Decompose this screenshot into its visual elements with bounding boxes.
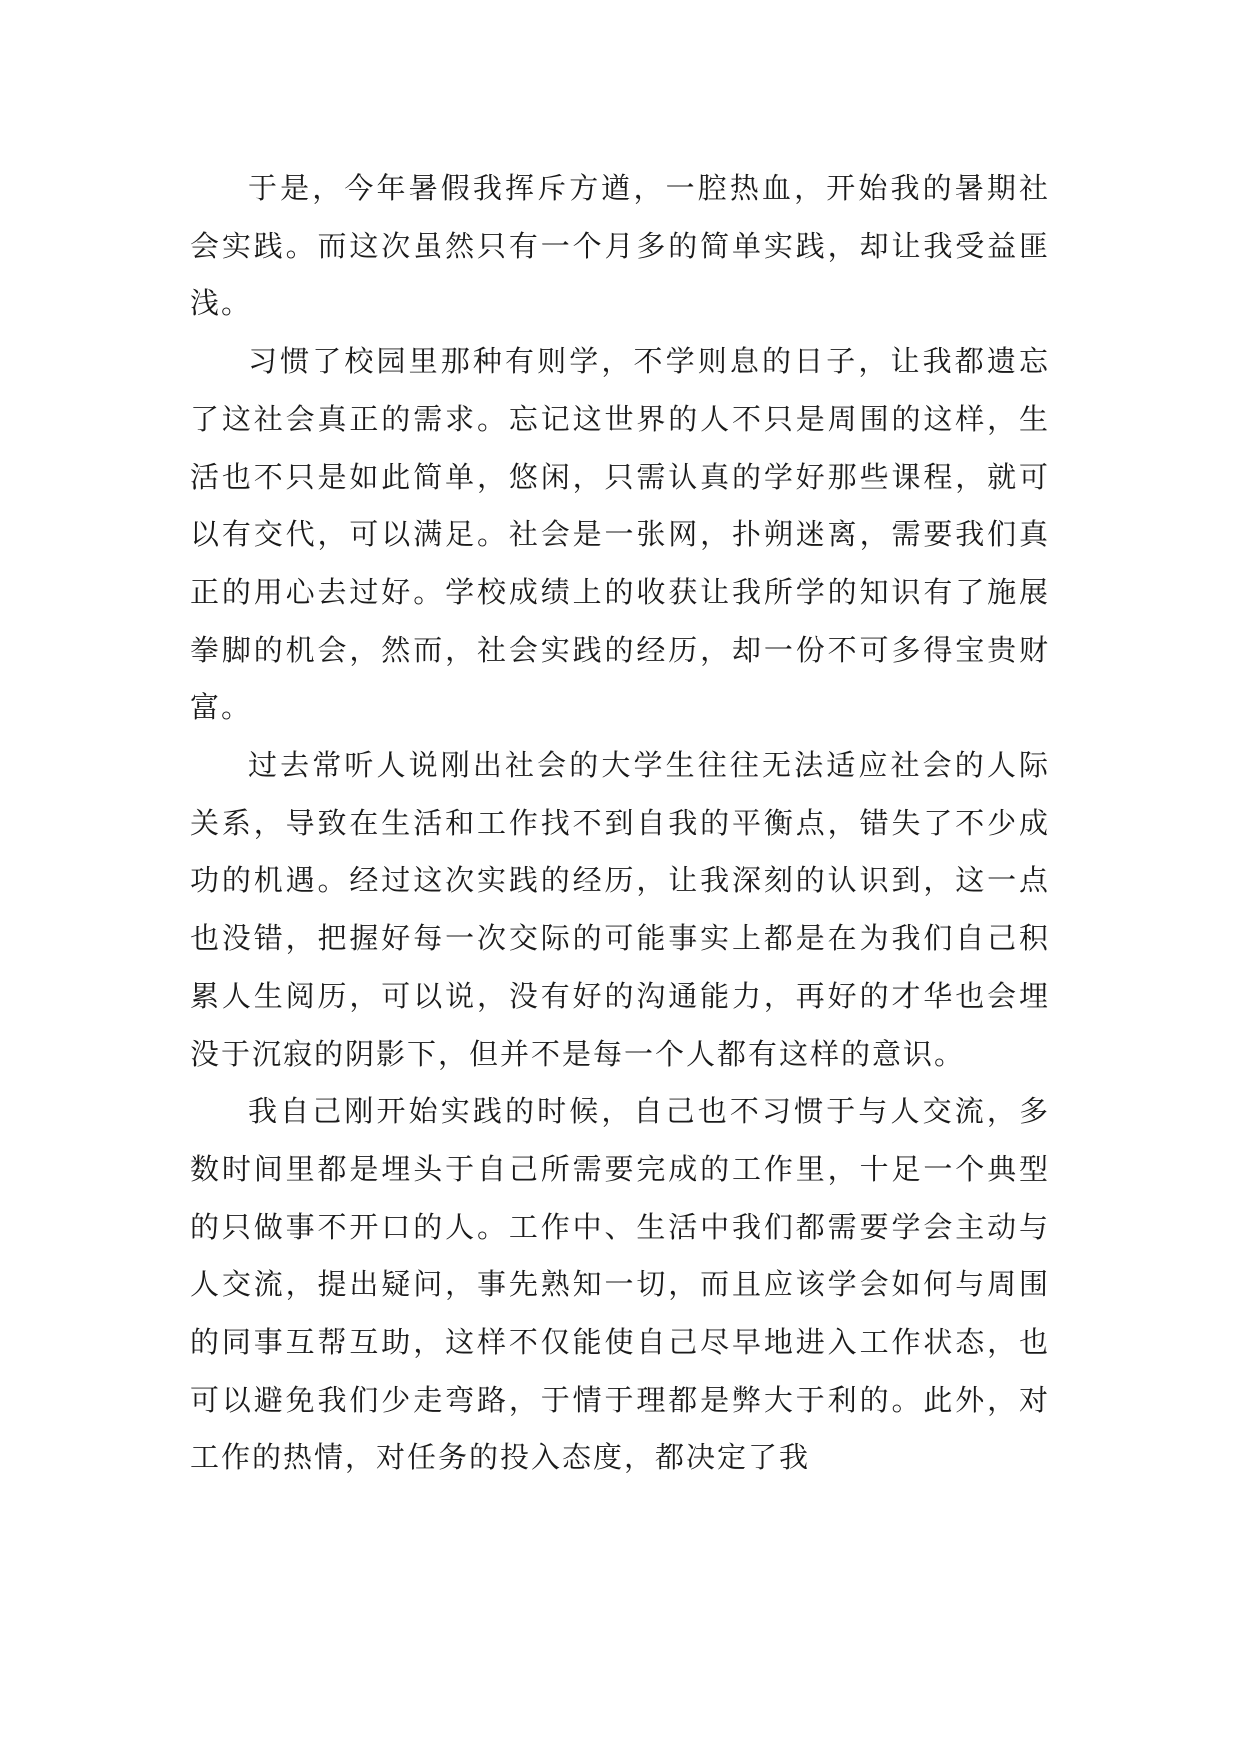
paragraph-4: 我自己刚开始实践的时候，自己也不习惯于与人交流，多数时间里都是埋头于自己所需要完成的工作里，十足一个典型的只做事不开口的人。工作中、生活中我们都需要学会主动与人交流，提出疑问，事先熟知一切，而且应该学会如何与周围的同事互帮互助，这样不仅能使自己尽早地进入工作状态，也可以避免我们少走弯路，于情于理都是弊大于利的。此外，对工作的热情，对任务的投入态度，都决定了我 (190, 1094, 1050, 1475)
document-body (190, 160, 1050, 1487)
paragraph-3: 过去常听人说刚出社会的大学生往往无法适应社会的人际关系，导致在生活和工作找不到自我的平衡点，错失了不少成功的机遇。经过这次实践的经历，让我深刻的认识到，这一点也没错，把握好每一次交际的可能事实上都是在为我们自己积累人生阅历，可以说，没有好的沟通能力，再好的才华也会埋没于沉寂的阴影下，但并不是每一个人都有这样的意识。 (190, 748, 1050, 1071)
paragraph-2: 习惯了校园里那种有则学，不学则息的日子，让我都遗忘了这社会真正的需求。忘记这世界的人不只是周围的这样，生活也不只是如此简单，悠闲，只需认真的学好那些课程，就可以有交代，可以满足。社会是一张网，扑朔迷离，需要我们真正的用心去过好。学校成绩上的收获让我所学的知识有了施展拳脚的机会，然而，社会实践的经历，却一份不可多得宝贵财富。 (190, 344, 1050, 725)
paragraph-1: 于是，今年暑假我挥斥方遒，一腔热血，开始我的暑期社会实践。而这次虽然只有一个月多的简单实践，却让我受益匪浅。 (190, 171, 1050, 321)
